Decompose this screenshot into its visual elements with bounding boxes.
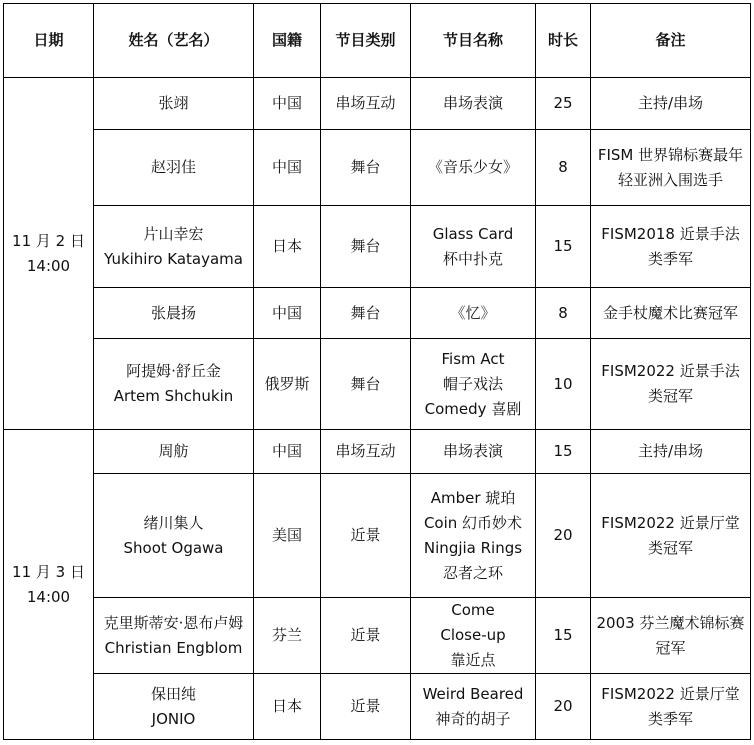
remarks-cell: 2003 芬兰魔术锦标赛冠军 (591, 598, 751, 674)
name-cell: 保田纯 JONIO (94, 674, 254, 740)
name-cell: 克里斯蒂安·恩布卢姆 Christian Engblom (94, 598, 254, 674)
header-remarks: 备注 (591, 4, 751, 78)
header-category: 节目类别 (321, 4, 411, 78)
remarks-cell: 金手杖魔术比赛冠军 (591, 288, 751, 339)
name-cell: 赵羽佳 (94, 130, 254, 206)
program-cell: 串场表演 (411, 430, 536, 474)
table-row (4, 78, 751, 130)
duration-cell: 15 (536, 430, 591, 474)
program-cell: Amber 琥珀 Coin 幻币妙术 Ningjia Rings 忍者之环 (411, 474, 536, 598)
duration-cell: 20 (536, 674, 591, 740)
remarks-cell: 主持/串场 (591, 78, 751, 130)
nationality-cell: 芬兰 (254, 598, 321, 674)
nationality-cell: 俄罗斯 (254, 339, 321, 430)
remarks-cell: FISM2022 近景厅堂类季军 (591, 674, 751, 740)
name-cell: 片山幸宏 Yukihiro Katayama (94, 206, 254, 288)
date-cell (4, 78, 94, 430)
name-cell: 周舫 (94, 430, 254, 474)
nationality-cell: 中国 (254, 288, 321, 339)
duration-cell: 25 (536, 78, 591, 130)
table-row (4, 339, 751, 430)
name-cell: 绪川集人 Shoot Ogawa (94, 474, 254, 598)
category-cell: 串场互动 (321, 78, 411, 130)
table-row (4, 474, 751, 598)
nationality-cell: 日本 (254, 206, 321, 288)
program-cell: 《忆》 (411, 288, 536, 339)
header-nationality: 国籍 (254, 4, 321, 78)
time-text: 14:00 (26, 256, 71, 275)
performance-schedule-table (3, 3, 751, 740)
date-text: 11 月 2 日 (12, 231, 85, 250)
duration-cell: 15 (536, 206, 591, 288)
program-cell: Weird Beared 神奇的胡子 (411, 674, 536, 740)
remarks-cell: FISM2022 近景厅堂类冠军 (591, 474, 751, 598)
duration-cell: 15 (536, 598, 591, 674)
table-row (4, 674, 751, 740)
program-cell: 串场表演 (411, 78, 536, 130)
header-row (4, 4, 751, 78)
duration-cell: 10 (536, 339, 591, 430)
category-cell: 近景 (321, 598, 411, 674)
name-cell: 张晨扬 (94, 288, 254, 339)
table-row (4, 430, 751, 474)
nationality-cell: 美国 (254, 474, 321, 598)
duration-cell: 8 (536, 130, 591, 206)
header-program: 节目名称 (411, 4, 536, 78)
category-cell: 舞台 (321, 130, 411, 206)
remarks-cell: 主持/串场 (591, 430, 751, 474)
table-row (4, 288, 751, 339)
category-cell: 舞台 (321, 288, 411, 339)
header-duration: 时长 (536, 4, 591, 78)
date-text: 11 月 3 日 (12, 562, 85, 581)
nationality-cell: 中国 (254, 78, 321, 130)
program-cell: Glass Card 杯中扑克 (411, 206, 536, 288)
category-cell: 近景 (321, 674, 411, 740)
program-cell: Fism Act 帽子戏法 Comedy 喜剧 (411, 339, 536, 430)
duration-cell: 8 (536, 288, 591, 339)
category-cell: 串场互动 (321, 430, 411, 474)
program-cell: Come Close-up 靠近点 (411, 598, 536, 674)
header-date: 日期 (4, 4, 94, 78)
date-cell (4, 430, 94, 740)
time-text: 14:00 (26, 587, 71, 606)
remarks-cell: FISM2022 近景手法类冠军 (591, 339, 751, 430)
category-cell: 舞台 (321, 206, 411, 288)
program-cell: 《音乐少女》 (411, 130, 536, 206)
header-name: 姓名（艺名） (94, 4, 254, 78)
table-row (4, 206, 751, 288)
category-cell: 近景 (321, 474, 411, 598)
nationality-cell: 中国 (254, 130, 321, 206)
duration-cell: 20 (536, 474, 591, 598)
name-cell: 阿提姆·舒丘金 Artem Shchukin (94, 339, 254, 430)
category-cell: 舞台 (321, 339, 411, 430)
nationality-cell: 日本 (254, 674, 321, 740)
table-row (4, 130, 751, 206)
table-row (4, 598, 751, 674)
remarks-cell: FISM 世界锦标赛最年轻亚洲入围选手 (591, 130, 751, 206)
name-cell: 张翊 (94, 78, 254, 130)
remarks-cell: FISM2018 近景手法类季军 (591, 206, 751, 288)
nationality-cell: 中国 (254, 430, 321, 474)
